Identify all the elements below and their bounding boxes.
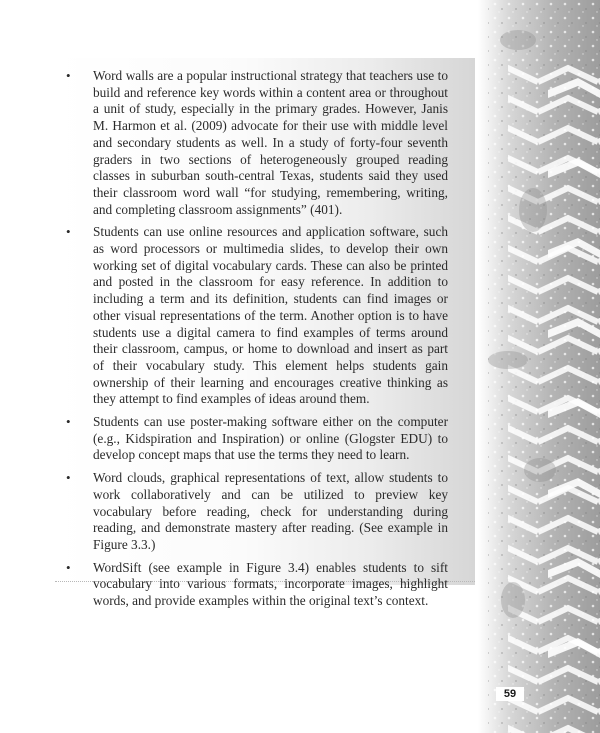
bullet-text: WordSift (see example in Figure 3.4) enables students to sift vocabulary into various formats, incorporate images, highlight words, and provide examples within the original text’s context. [93, 559, 448, 609]
bullet-text: Students can use poster-making software either on the computer (e.g., Kidspiration and Inspiration) or online (Glogster EDU) to develop concept maps that use the terms they need to learn. [93, 414, 448, 463]
bullet-icon: • [66, 224, 71, 240]
bullet-text: Word walls are a popular instructional strategy that teachers use to build and reference key words within a content area or throughout a unit of study, especially in the primary grades. However, Janis M. Harmon et al. (2009) advocate for their use with middle level and secondary students as well. In a study of forty-four seventh graders in two sections of heterogeneously grouped reading classes in suburban south-central Texas, students said they used their classroom word wall “for studying, remembering, writing, and completing classroom assignments” (401). [93, 68, 448, 217]
list-item [62, 470, 448, 554]
bullet-text: Students can use online resources and application software, such as word processors or multimedia slides, to develop their own working set of digital vocabulary cards. These can also be printed and posted in the classroom for easy reference. In addition to including a term and its definition, students can find images or other visual representations of the term. Another option is to have students use a digital camera to find examples of terms around their classroom, campus, or home to download and insert as part of their vocabulary study. This element helps students gain ownership of their learning and encourages creative thinking as they attempt to find examples of ideas around them. [93, 224, 448, 407]
list-item [62, 68, 448, 218]
page-number: 59 [496, 687, 524, 701]
bullet-list [62, 68, 448, 616]
grunge-pattern [478, 0, 600, 733]
list-item [62, 224, 448, 408]
decorative-edge-band [478, 0, 600, 733]
bullet-text: Word clouds, graphical representations of text, allow students to work collaboratively and can be utilized to preview key vocabulary before reading, check for understanding during reading, and demonstrate mastery after reading. (See example in Figure 3.3.) [93, 470, 448, 552]
bullet-icon: • [66, 414, 71, 430]
bullet-icon: • [66, 559, 71, 575]
list-item [62, 560, 448, 610]
list-item [62, 414, 448, 464]
bullet-icon: • [66, 470, 71, 486]
bullet-icon: • [66, 68, 71, 83]
